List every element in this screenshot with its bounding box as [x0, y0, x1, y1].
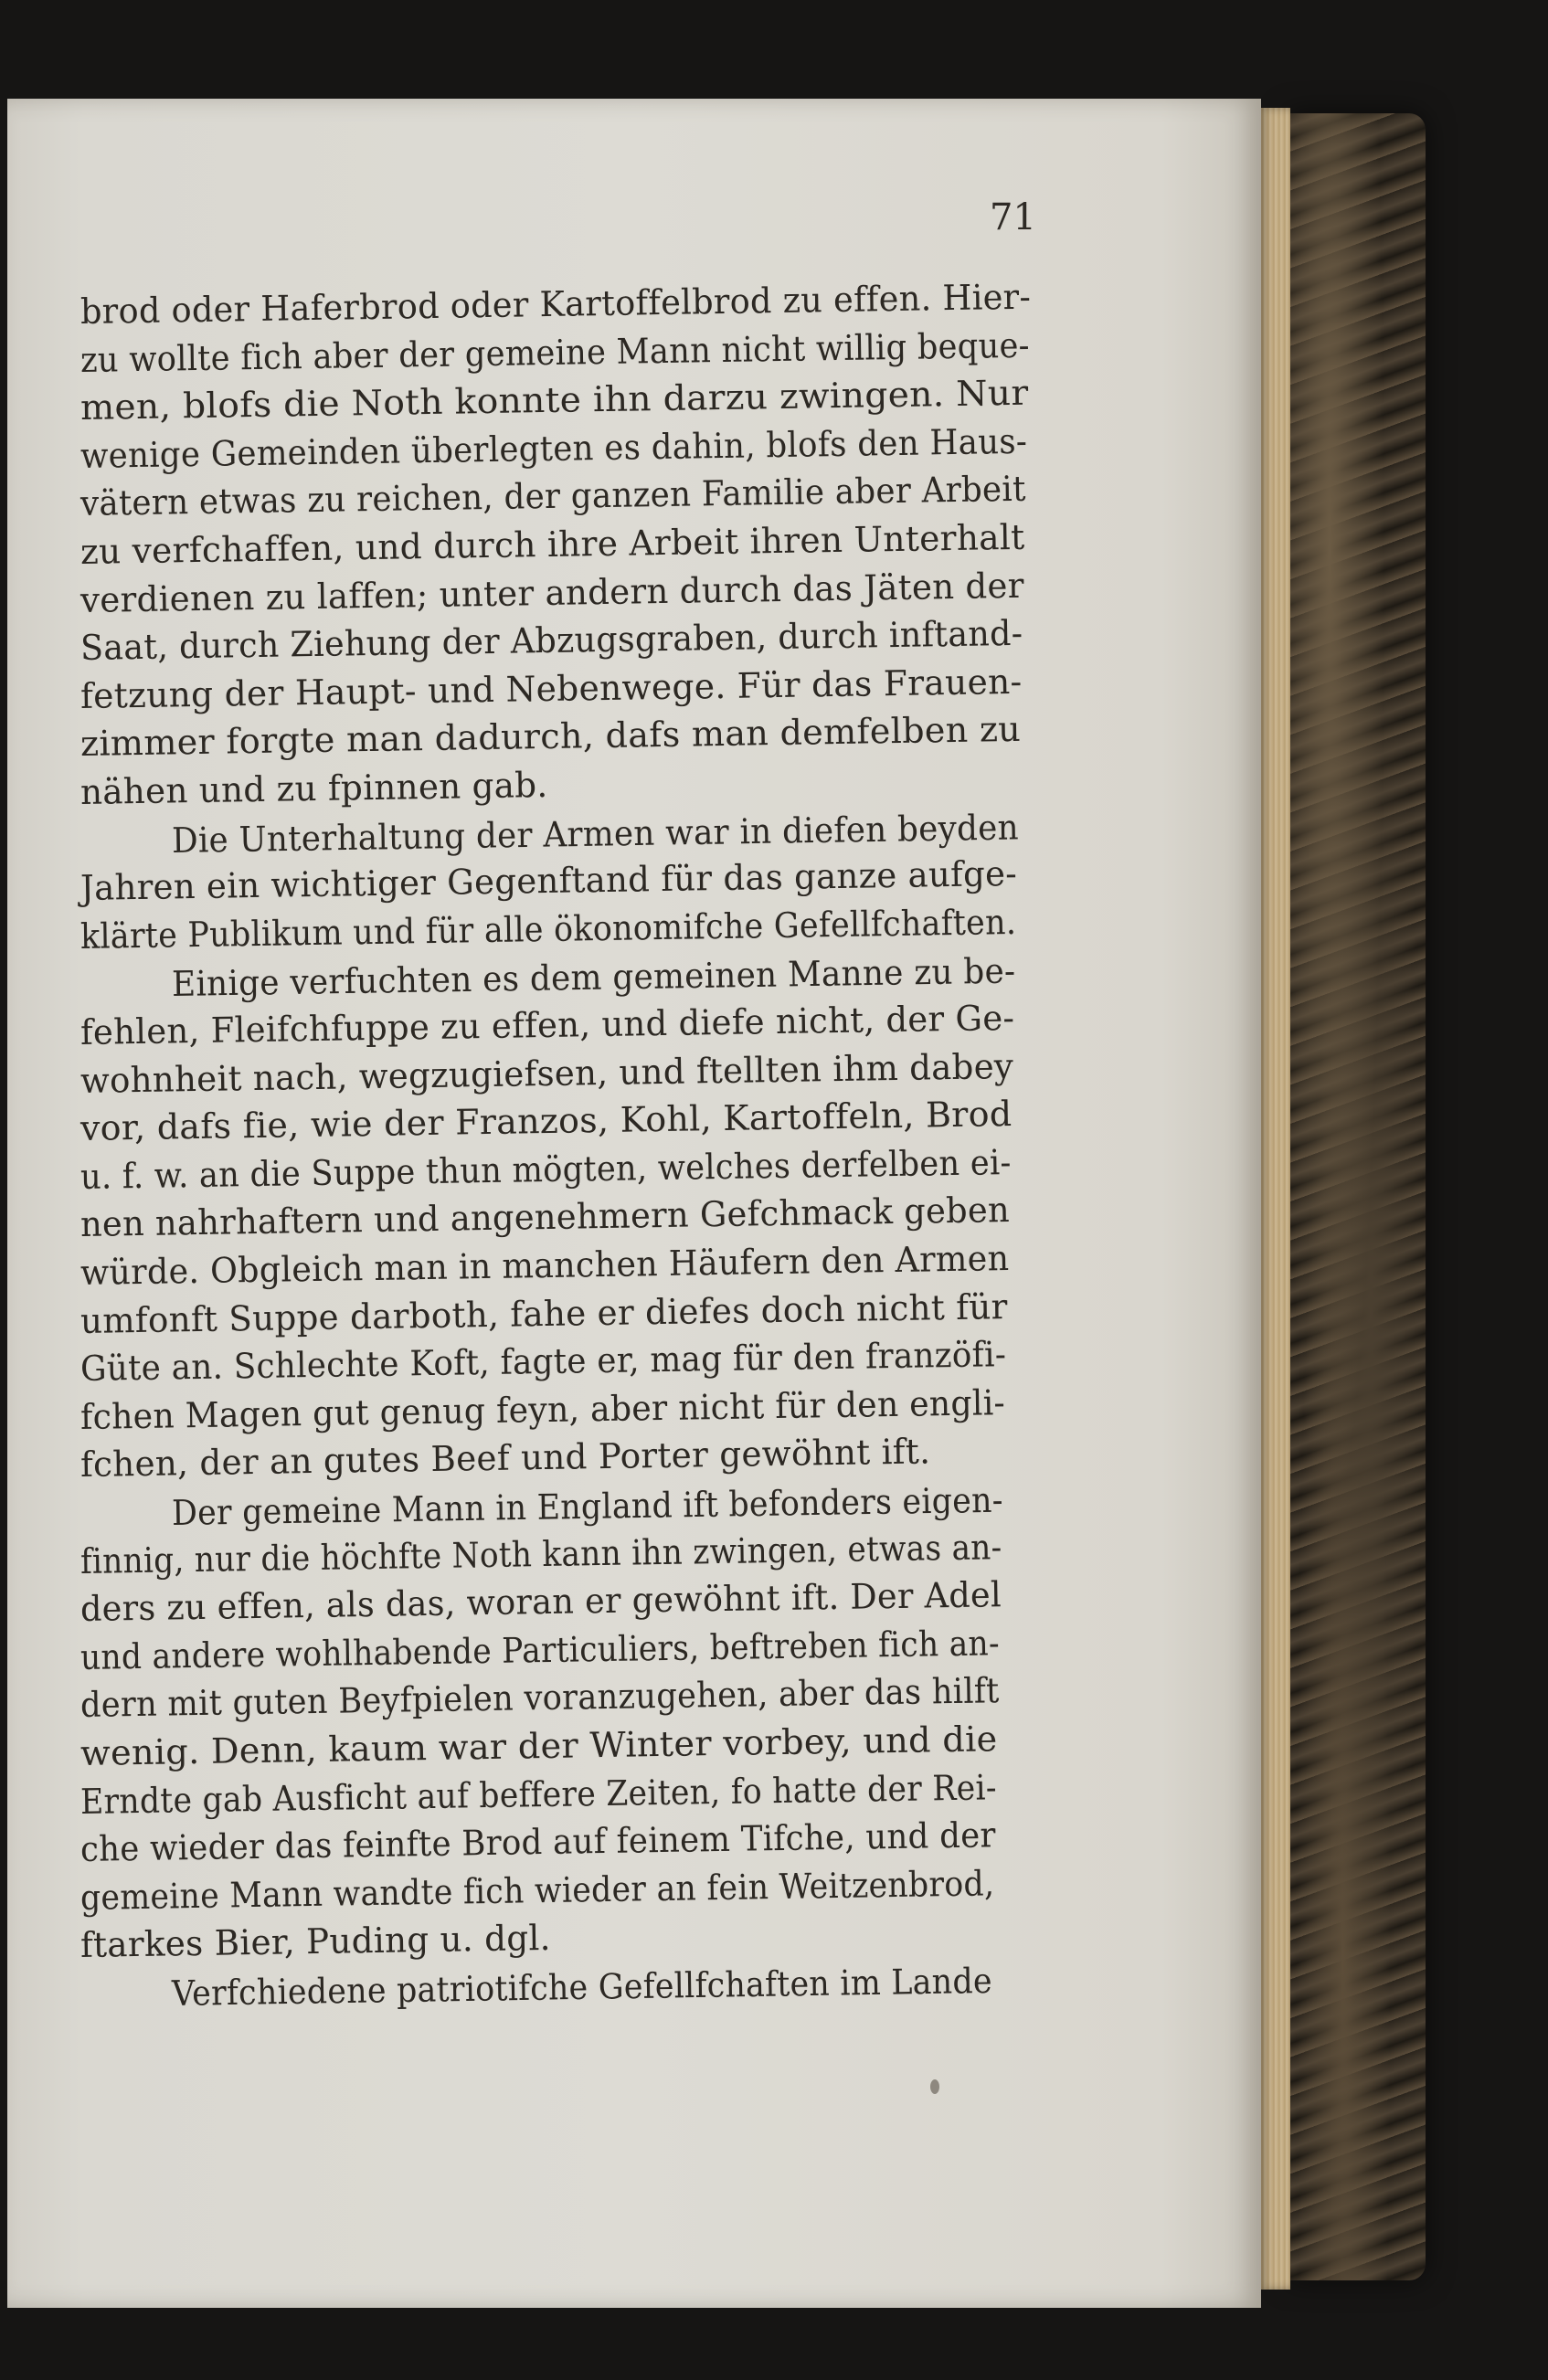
text-line: brod oder Haferbrod oder Kartoffelbrod zu effen. Hier-: [80, 276, 1032, 332]
ink-blot: [930, 2079, 939, 2094]
text-line: und andere wohlhabende Particuliers, beftreben fich an-: [80, 1622, 1001, 1677]
text-line: wenige Gemeinden überlegten es dahin, blofs den Haus-: [80, 420, 1028, 476]
text-line: gemeine Mann wandte fich wieder an fein Weitzenbrod,: [80, 1863, 995, 1918]
page-number: 71: [990, 196, 1036, 238]
text-line: Güte an. Schlechte Koft, fagte er, mag für den franzöfi-: [80, 1334, 1007, 1390]
text-line: ftarkes Bier, Puding u. dgl.: [80, 1918, 552, 1966]
paragraph-start-line: Die Unterhaltung der Armen war in diefen beyden: [171, 807, 1020, 861]
page-edges: [1259, 108, 1290, 2290]
text-line: fehlen, Fleifchfuppe zu effen, und diefe nicht, der Ge-: [80, 997, 1015, 1052]
text-line: Jahren ein wichtiger Gegenftand für das ganze aufge-: [80, 853, 1018, 909]
paragraph-start-line: Verfchiedene patriotifche Gefellfchaften im Lande: [171, 1960, 993, 2014]
text-line: che wieder das feinfte Brod auf feinem Tifche, und der: [80, 1814, 996, 1870]
text-line: zu verfchaffen, und durch ihre Arbeit ihren Unterhalt: [80, 516, 1025, 572]
text-line: u. f. w. an die Suppe thun mögten, welches derfelben ei-: [80, 1141, 1012, 1197]
text-line: men, blofs die Noth konnte ihn darzu zwingen. Nur: [80, 372, 1029, 428]
text-line: Saat, durch Ziehung der Abzugsgraben, durch inftand-: [80, 612, 1023, 669]
text-line: fchen, der an gutes Beef und Porter gewöhnt ift.: [80, 1431, 931, 1486]
text-line: klärte Publikum und für alle ökonomifche Gefellfchaften.: [80, 901, 1017, 957]
book-cover-edge: [1288, 113, 1426, 2280]
text-line: nähen und zu fpinnen gab.: [80, 764, 548, 812]
text-line: finnig, nur die höchfte Noth kann ihn zwingen, etwas an-: [80, 1526, 1002, 1581]
text-line: würde. Obgleich man in manchen Häufern den Armen: [80, 1238, 1010, 1293]
text-line: zu wollte fich aber der gemeine Mann nicht willig beque-: [80, 324, 1031, 380]
text-line: wohnheit nach, wegzugiefsen, und ftellten ihm dabey: [80, 1045, 1014, 1101]
text-line: vor, dafs fie, wie der Franzos, Kohl, Kartoffeln, Brod: [80, 1094, 1013, 1149]
paragraph-start-line: Der gemeine Mann in England ift befonders eigen-: [171, 1479, 1004, 1533]
text-line: umfonft Suppe darboth, fahe er diefes doch nicht für: [80, 1285, 1008, 1341]
text-line: dern mit guten Beyfpielen voranzugehen, aber das hilft: [80, 1670, 1000, 1726]
text-line: ders zu effen, als das, woran er gewöhnt ift. Der Adel: [80, 1574, 1002, 1630]
text-line: nen nahrhaftern und angenehmern Gefchmack geben: [80, 1190, 1011, 1245]
paragraph-start-line: Einige verfuchten es dem gemeinen Manne zu be-: [171, 950, 1016, 1005]
text-line: vätern etwas zu reichen, der ganzen Familie aber Arbeit: [80, 469, 1026, 524]
text-line: verdienen zu laffen; unter andern durch das Jäten der: [80, 565, 1025, 620]
text-line: zimmer forgte man dadurch, dafs man demfelben zu: [80, 709, 1022, 765]
text-line: fchen Magen gut genug feyn, aber nicht für den engli-: [80, 1381, 1006, 1437]
text-line: wenig. Denn, kaum war der Winter vorbey, und die: [80, 1719, 998, 1773]
text-line: fetzung der Haupt- und Nebenwege. Für das Frauen-: [80, 661, 1023, 716]
text-line: Erndte gab Ausficht auf beffere Zeiten, fo hatte der Rei-: [80, 1766, 998, 1822]
